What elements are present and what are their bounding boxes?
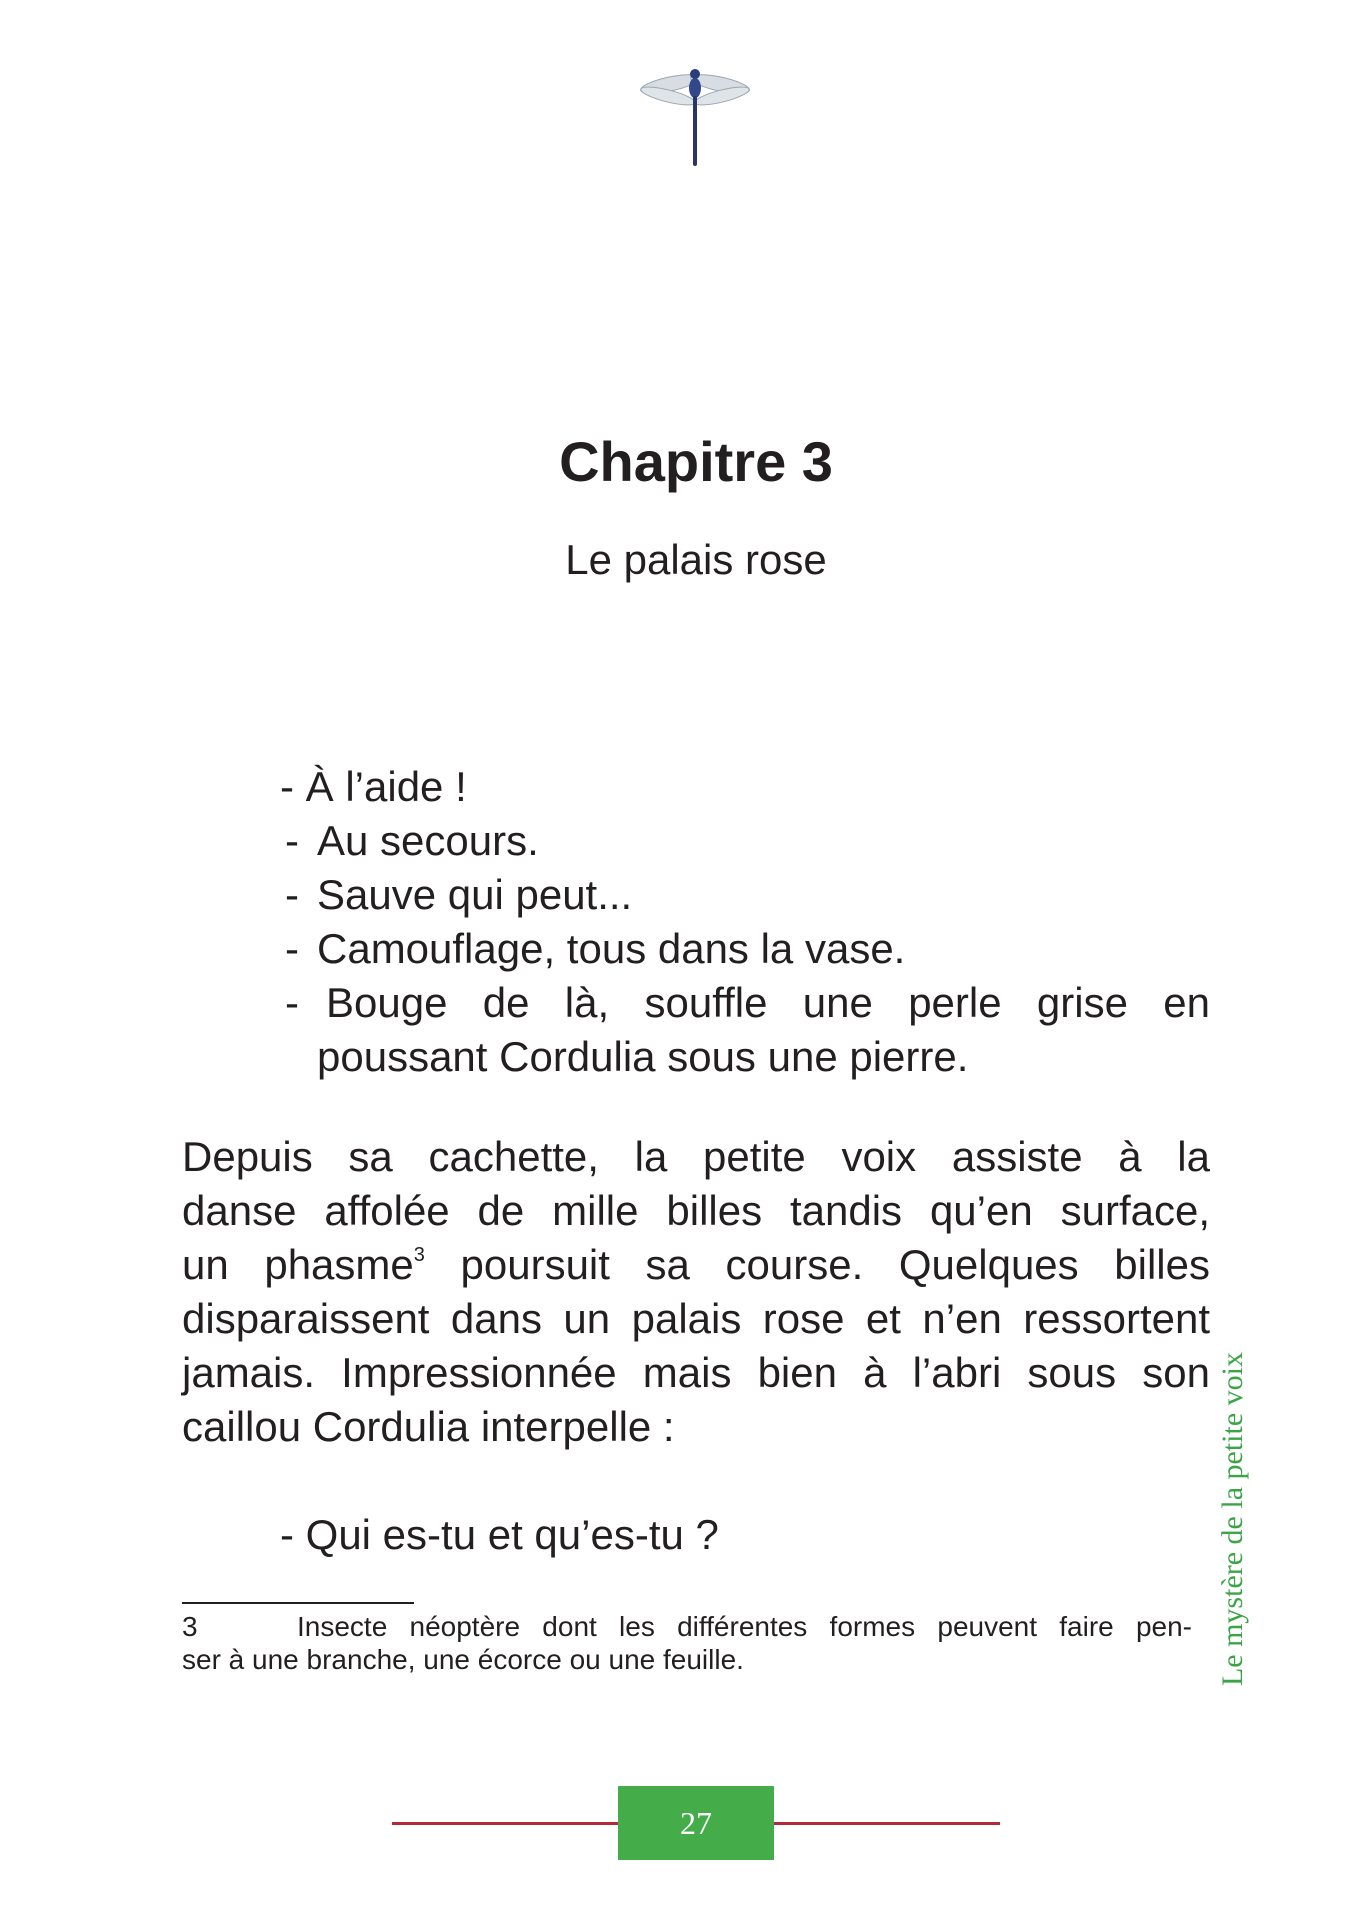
page-rule-left (392, 1822, 650, 1825)
paragraph-line: danse affolée de mille billes tandis qu’en surface, (182, 1187, 1210, 1234)
paragraph-line: caillou Cordulia interpelle : (182, 1403, 675, 1450)
running-title: Le mystère de la petite voix (1216, 1352, 1249, 1687)
dialogue-line: - Au secours. (285, 817, 539, 864)
footnote-number: 3 (182, 1611, 198, 1642)
footnote-line: ser à une branche, une écorce ou une feuille. (182, 1644, 744, 1675)
chapter-subtitle: Le palais rose (565, 536, 827, 583)
dialogue-line-continued: poussant Cordulia sous une pierre. (317, 1033, 969, 1080)
footnote-reference[interactable]: 3 (413, 1244, 425, 1266)
dialogue-line: - Sauve qui peut... (285, 871, 633, 918)
footnote-line: 3 Insecte néoptère dont les différentes formes peuvent faire pen- (182, 1611, 1192, 1642)
paragraph-line: jamais. Impressionnée mais bien à l’abri sous son (182, 1349, 1210, 1396)
dialogue-question: - Qui es-tu et qu’es-tu ? (280, 1511, 719, 1558)
dialogue-line: - Camouflage, tous dans la vase. (285, 925, 906, 972)
footnote-divider (182, 1602, 414, 1604)
chapter-title: Chapitre 3 (559, 430, 833, 493)
page-rule-right (742, 1822, 1000, 1825)
dragonfly-icon (640, 62, 750, 168)
dialogue-block (280, 760, 1210, 1084)
paragraph-line: disparaissent dans un palais rose et n’en ressortent (182, 1295, 1210, 1342)
paragraph-line: Depuis sa cachette, la petite voix assiste à la (182, 1133, 1210, 1180)
page-number: 27 (618, 1786, 774, 1860)
dialogue-line: - Bouge de là, souffle une perle grise en (285, 979, 1210, 1026)
body-paragraph (182, 1130, 1210, 1454)
paragraph-line: un phasme$^3$ poursuit sa course. Quelques billes (182, 1241, 1210, 1288)
footnote (182, 1610, 1192, 1676)
dialogue-line: - À l’aide ! (280, 763, 467, 810)
